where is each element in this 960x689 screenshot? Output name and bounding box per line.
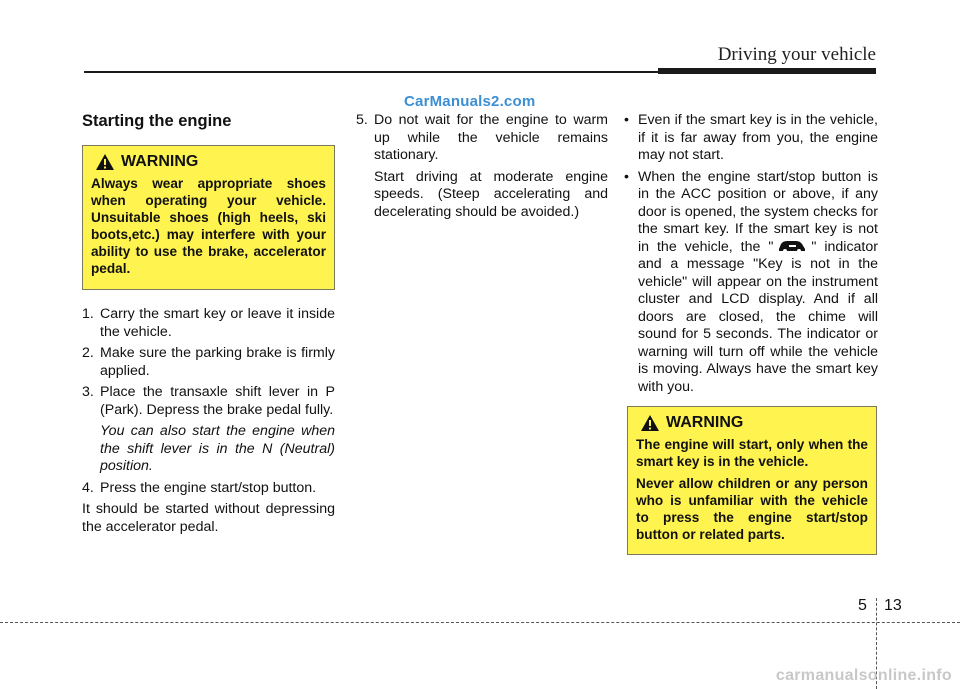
bullet-item: [624, 169, 878, 397]
step-number: 2.: [82, 345, 94, 361]
warning-text: Always wear appropriate shoes when operating your vehicle. Unsuitable shoes (high heels, ski boots,etc.) may interfere with your ability to use the brake, accelerator pedal.: [91, 176, 326, 276]
bullet-item: [624, 112, 878, 165]
paragraph: It should be started without depressing the accelerator pedal.: [82, 501, 335, 535]
step-item: [82, 306, 335, 341]
warning-triangle-icon: [640, 414, 660, 432]
warning-title: WARNING: [666, 414, 744, 431]
smart-key-indicator-icon: [777, 239, 807, 253]
warning-title: WARNING: [121, 153, 199, 171]
bullet-text-before: When the engine start/stop button is in the ACC position or above, if any door is opened, the system checks for the smart key. If the smart key is not in the vehicle, the ": [638, 168, 878, 255]
warning-box-shoes: [82, 145, 335, 290]
bullet-text: [638, 169, 878, 397]
step-text: Place the transaxle shift lever in P (Park). Depress the brake pedal fully.: [100, 384, 335, 418]
step-item: [82, 345, 335, 380]
step-number: 5.: [356, 112, 368, 128]
watermark-footer-link[interactable]: carmanualsonline.info: [775, 667, 952, 684]
header-rule: [84, 71, 659, 73]
step-item: [82, 480, 335, 498]
watermark-link[interactable]: CarManuals2.com: [404, 93, 536, 110]
column-left: [82, 111, 335, 540]
step-text: Press the engine start/stop button.: [100, 479, 317, 496]
step-note: You can also start the engine when the shift lever is in the N (Neutral) position.: [100, 423, 335, 474]
step-number: 3.: [82, 384, 94, 400]
column-right: [624, 111, 878, 396]
bullet-text: Even if the smart key is in the vehicle, if it is far away from you, the engine may not start.: [638, 112, 878, 163]
warning-box-smart-key: [627, 406, 877, 555]
header-rule-accent: [658, 68, 876, 74]
warning-text: The engine will start, only when the smart key is in the vehicle.: [636, 437, 868, 469]
section-number: 5: [858, 597, 867, 614]
step-text: Make sure the parking brake is firmly applied.: [100, 345, 335, 379]
step-item: [356, 112, 608, 165]
chapter-title: Driving your vehicle: [717, 44, 876, 65]
step-note: Start driving at moderate engine speeds. (Steep accelerating and decelerating should be avoided.): [374, 168, 608, 220]
warning-text: Never allow children or any person who is unfamiliar with the vehicle to press the engine start/stop button or related parts.: [636, 476, 868, 542]
step-number: 1.: [82, 306, 94, 322]
bullet-mark: •: [624, 112, 629, 128]
warning-header: [91, 153, 326, 171]
section-title: Starting the engine: [82, 112, 232, 130]
step-text: Do not wait for the engine to warm up while the vehicle remains stationary.: [374, 112, 608, 163]
bullet-text-after: " indicator and a message "Key is not in the vehicle" will appear on the instrument cluster and LCD display. And if all doors are closed, the chime will sound for 5 seconds. The indicator or warning will turn off while the vehicle is moving. Always have the smart key with you.: [638, 238, 878, 395]
warning-header: [636, 414, 868, 432]
column-middle: [356, 111, 608, 225]
step-item: [82, 384, 335, 419]
page-number: 13: [884, 597, 902, 614]
bullet-mark: •: [624, 168, 629, 185]
step-number: 4.: [82, 479, 94, 496]
warning-triangle-icon: [95, 153, 115, 171]
footer-rule: [0, 622, 960, 623]
step-text: Carry the smart key or leave it inside the vehicle.: [100, 306, 335, 340]
